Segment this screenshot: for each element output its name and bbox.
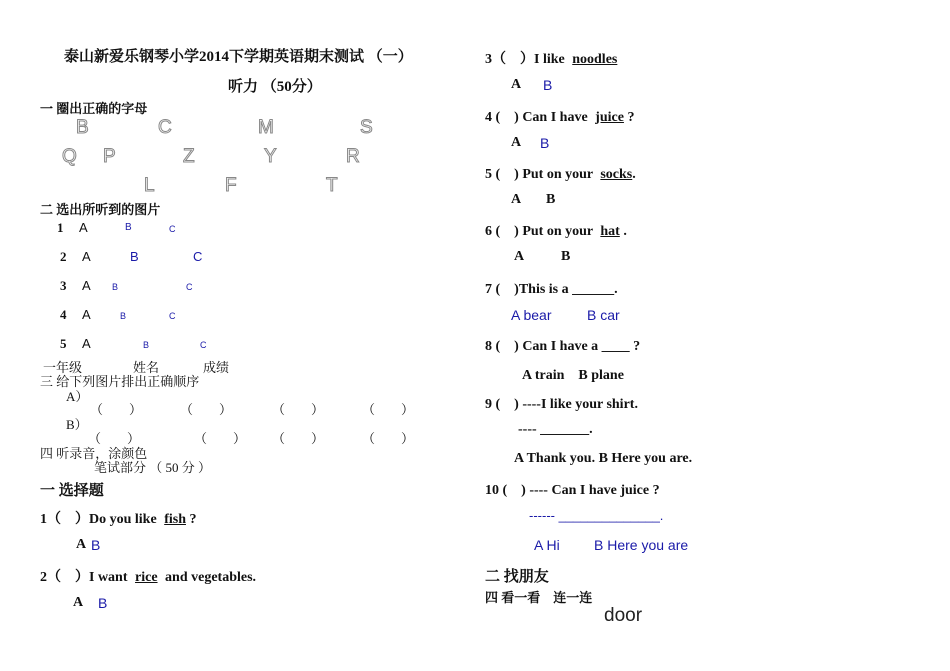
pic-option-a[interactable]: A (79, 220, 88, 235)
written-part-heading: 笔试部分 （ 50 分 ） (94, 460, 212, 475)
pic-option-a[interactable]: A (82, 307, 91, 322)
pic-option-a[interactable]: A (82, 278, 91, 293)
q7-option-b[interactable]: B car (587, 307, 620, 323)
question-6 (485, 220, 627, 240)
q1-mark: ? (189, 512, 197, 527)
question-9: 9 ( ) ----I like your shirt. (485, 397, 638, 412)
question-4 (485, 106, 634, 126)
pic-option-c[interactable]: C (169, 224, 176, 234)
look-and-match-heading: 四 看一看 连一连 (485, 590, 593, 605)
question-8: 8 ( ) Can I have a ____ ? (485, 339, 641, 354)
pic-option-b[interactable]: B (125, 222, 132, 233)
order-row-a-label: A） (66, 389, 89, 404)
order-blank[interactable]: （ ） (362, 431, 415, 446)
order-blank[interactable]: （ ） (88, 431, 141, 446)
q3-option-b[interactable]: B (543, 77, 553, 93)
pic-option-b[interactable]: B (130, 249, 139, 264)
q9-options[interactable]: A Thank you. B Here you are. (514, 451, 693, 466)
q5-text: 5 ( ) Put on your (485, 167, 593, 182)
pic-option-a[interactable]: A (82, 249, 91, 264)
pic-row-number: 3 (60, 278, 67, 293)
pic-option-c[interactable]: C (193, 249, 203, 264)
question-5 (485, 163, 636, 183)
name-label: 姓名 (133, 360, 160, 375)
q10-option-b[interactable]: B Here you are (594, 537, 689, 553)
order-blank[interactable]: （ ） (90, 402, 143, 417)
q8-options[interactable]: A train B plane (522, 368, 624, 383)
exam-title: 泰山新爱乐钢琴小学2014下学期英语期末测试 （一） (64, 49, 413, 65)
q2-option-b[interactable]: B (98, 595, 108, 611)
pic-row-number: 2 (60, 249, 67, 264)
q6-option-a[interactable]: A (514, 249, 525, 264)
pic-option-b[interactable]: B (112, 282, 119, 292)
q4-word: juice (595, 110, 624, 125)
q10-answer-line: ------ ______________. (529, 508, 664, 523)
q3-option-a[interactable]: A (511, 77, 522, 92)
q7-option-a[interactable]: A bear (511, 307, 552, 323)
letter-f[interactable]: F (225, 175, 237, 196)
order-blank[interactable]: （ ） (180, 402, 233, 417)
q4-option-b[interactable]: B (540, 135, 550, 151)
q4-text: 4 ( ) Can I have (485, 110, 588, 125)
order-blank[interactable]: （ ） (194, 431, 247, 446)
q1-word: fish (164, 512, 186, 527)
pic-option-c[interactable]: C (186, 282, 193, 292)
letter-s[interactable]: S (360, 117, 373, 138)
pic-option-b[interactable]: B (143, 340, 150, 350)
section-4-heading: 四 听录音，涂颜色 (40, 446, 148, 461)
q6-text: 6 ( ) Put on your (485, 224, 593, 239)
question-2 (40, 566, 256, 586)
q5-option-a[interactable]: A (511, 192, 522, 207)
q3-word: noodles (572, 52, 618, 67)
choice-heading: 一 选择题 (40, 483, 104, 499)
find-friends-heading: 二 找朋友 (485, 569, 549, 585)
question-3 (485, 48, 617, 68)
question-10: 10 ( ) ---- Can I have juice ? (485, 483, 660, 498)
q4-option-a[interactable]: A (511, 135, 522, 150)
pic-row-number: 4 (60, 307, 67, 322)
pic-option-b[interactable]: B (120, 311, 127, 321)
letter-z[interactable]: Z (183, 146, 195, 167)
order-blank[interactable]: （ ） (362, 402, 415, 417)
letter-c[interactable]: C (158, 117, 172, 138)
q5-option-b[interactable]: B (546, 192, 556, 207)
q2-word: rice (135, 570, 158, 585)
q6-word: hat (600, 224, 620, 239)
letter-r[interactable]: R (346, 146, 360, 167)
letter-p[interactable]: P (103, 146, 116, 167)
q2-rest: and vegetables. (165, 570, 257, 585)
pic-row-number: 5 (60, 336, 67, 351)
section-3-heading: 三 给下列图片排出正确顺序 (40, 374, 200, 389)
q10-option-a[interactable]: A Hi (534, 537, 560, 553)
q5-word: socks (600, 167, 633, 182)
score-label: 成绩 (203, 360, 230, 375)
question-1 (40, 508, 196, 528)
q1-text: 1（ ）Do you like (40, 512, 157, 527)
pic-row-number: 1 (57, 220, 64, 235)
letter-m[interactable]: M (258, 117, 274, 138)
q3-text: 3（ ）I like (485, 52, 565, 67)
order-row-b-label: B） (66, 417, 88, 432)
letter-t[interactable]: T (326, 175, 338, 196)
pic-option-a[interactable]: A (82, 336, 91, 351)
letter-b[interactable]: B (76, 117, 89, 138)
q6-mark: . (623, 224, 627, 239)
q2-text: 2（ ）I want (40, 570, 128, 585)
q1-option-b[interactable]: B (91, 537, 101, 553)
section-2-heading: 二 选出所听到的图片 (40, 202, 161, 217)
order-blank[interactable]: （ ） (272, 431, 325, 446)
letter-l[interactable]: L (144, 175, 155, 196)
q6-option-b[interactable]: B (561, 249, 571, 264)
order-blank[interactable]: （ ） (272, 402, 325, 417)
question-7: 7 ( )This is a ______. (485, 282, 618, 297)
pic-option-c[interactable]: C (200, 340, 207, 350)
letter-q[interactable]: Q (62, 146, 77, 167)
match-word-door[interactable]: door (604, 605, 643, 626)
letter-y[interactable]: Y (264, 146, 277, 167)
q2-option-a[interactable]: A (73, 595, 84, 610)
q9-answer-line: ---- _______. (518, 422, 593, 437)
section-1-heading: 一 圈出正确的字母 (40, 101, 148, 116)
q4-mark: ? (627, 110, 635, 125)
listening-subtitle: 听力 （50分） (228, 79, 322, 95)
q1-option-a[interactable]: A (76, 537, 87, 552)
pic-option-c[interactable]: C (169, 311, 176, 321)
q5-mark: . (632, 167, 636, 182)
grade-label: 一年级 (43, 360, 83, 375)
